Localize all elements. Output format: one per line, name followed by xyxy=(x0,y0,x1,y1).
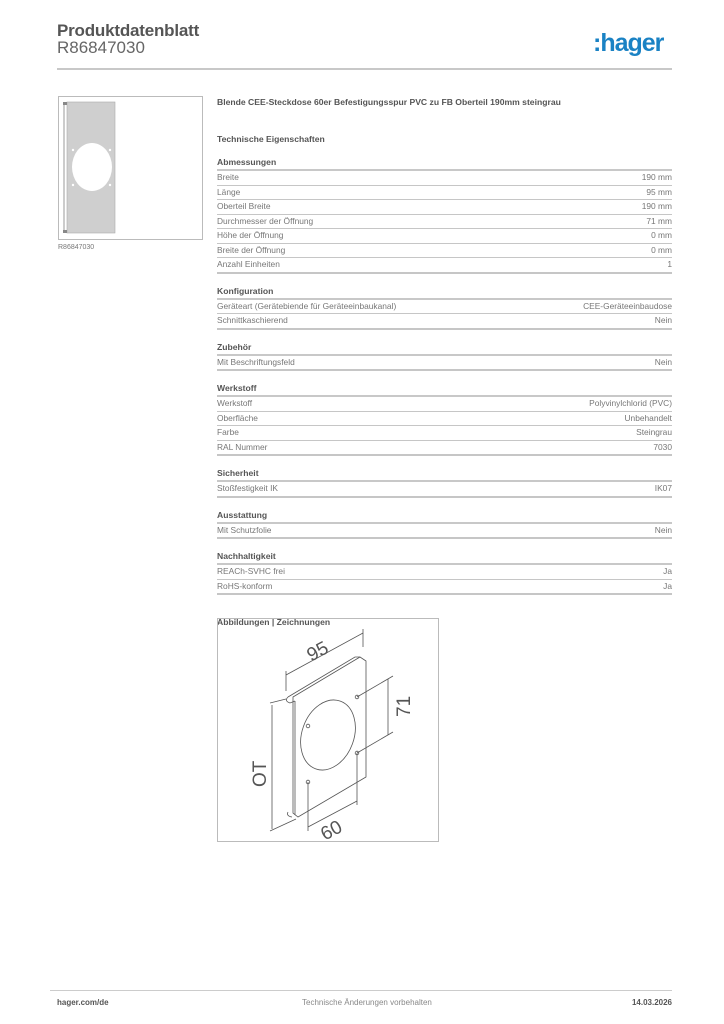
row-value: Nein xyxy=(654,315,672,325)
table-row xyxy=(217,200,672,215)
row-value: Ja xyxy=(663,580,672,591)
row-label: Farbe xyxy=(217,427,239,437)
row-label: Mit Beschriftungsfeld xyxy=(217,356,295,367)
group-title: Zubehör xyxy=(217,342,672,356)
group-title: Sicherheit xyxy=(217,468,672,482)
row-label: Breite xyxy=(217,172,239,182)
table-row xyxy=(217,258,672,274)
group-title: Werkstoff xyxy=(217,383,672,397)
group-title: Ausstattung xyxy=(217,510,672,524)
table-row xyxy=(217,300,672,315)
row-value: Nein xyxy=(654,524,672,535)
table-row xyxy=(217,482,672,498)
table-row xyxy=(217,565,672,580)
row-value: 1 xyxy=(667,259,672,269)
row-value: Unbehandelt xyxy=(624,412,672,423)
footer-divider xyxy=(50,990,672,991)
row-value: 71 mm xyxy=(646,215,672,226)
footer-website: hager.com/de xyxy=(57,998,109,1007)
footer-notice: Technische Änderungen vorbehalten xyxy=(302,998,432,1007)
product-thumbnail xyxy=(58,96,203,240)
table-row xyxy=(217,426,672,441)
row-value: Ja xyxy=(663,566,672,576)
row-label: Breite der Öffnung xyxy=(217,244,286,255)
table-row xyxy=(217,397,672,412)
group-werkstoff xyxy=(217,383,672,456)
group-zubehoer xyxy=(217,342,672,372)
row-value: Steingrau xyxy=(636,427,672,437)
footer-date: 14.03.2026 xyxy=(631,998,672,1007)
group-title: Nachhaltigkeit xyxy=(217,551,672,565)
table-row xyxy=(217,244,672,259)
group-title: Konfiguration xyxy=(217,286,672,300)
row-value: Polyvinylchlorid (PVC) xyxy=(589,398,672,408)
product-title: Blende CEE-Steckdose 60er Befestigungsspur PVC zu FB Oberteil 190mm steingrau xyxy=(217,97,561,107)
row-label: RoHS-konform xyxy=(217,580,273,591)
row-label: Schnittkaschierend xyxy=(217,315,288,325)
group-nachhaltigkeit xyxy=(217,551,672,595)
row-value: CEE-Geräteeinbaudose xyxy=(583,300,672,311)
dim-mount: 60 xyxy=(317,816,346,841)
row-value: Nein xyxy=(654,356,672,367)
section-heading: Technische Eigenschaften xyxy=(217,134,325,144)
table-row xyxy=(217,186,672,201)
group-sicherheit xyxy=(217,468,672,498)
table-row xyxy=(217,524,672,540)
group-konfiguration xyxy=(217,286,672,330)
page-title: Produktdatenblatt xyxy=(57,21,200,40)
table-row xyxy=(217,412,672,427)
thumbnail-caption: R86847030 xyxy=(58,244,95,251)
specifications xyxy=(217,96,672,627)
row-value: IK07 xyxy=(654,483,672,493)
row-label: Länge xyxy=(217,186,241,197)
row-label: RAL Nummer xyxy=(217,441,268,452)
dimension-drawing-icon xyxy=(218,619,438,841)
table-row xyxy=(217,171,672,186)
header-divider xyxy=(57,68,672,70)
product-image-icon xyxy=(59,97,202,239)
row-label: Höhe der Öffnung xyxy=(217,230,284,240)
row-value: 0 mm xyxy=(651,230,672,240)
dim-width: 95 xyxy=(303,637,333,667)
table-row xyxy=(217,356,672,372)
row-value: 95 mm xyxy=(646,186,672,197)
row-label: Durchmesser der Öffnung xyxy=(217,215,314,226)
table-row xyxy=(217,314,672,330)
row-label: Werkstoff xyxy=(217,398,253,408)
row-label: Stoßfestigkeit IK xyxy=(217,483,278,493)
table-row xyxy=(217,229,672,244)
table-row xyxy=(217,441,672,457)
table-row xyxy=(217,215,672,230)
row-value: 0 mm xyxy=(651,244,672,255)
table-row xyxy=(217,580,672,596)
article-number: R86847030 xyxy=(57,38,145,57)
row-value: 190 mm xyxy=(641,172,672,182)
technical-drawing xyxy=(217,618,439,842)
group-ausstattung xyxy=(217,510,672,540)
row-label: Anzahl Einheiten xyxy=(217,259,280,269)
row-label: Oberfläche xyxy=(217,412,258,423)
dim-opening: 71 xyxy=(394,695,415,717)
dim-height: OT xyxy=(250,760,271,787)
row-value: 7030 xyxy=(653,441,672,452)
row-label: REACh-SVHC frei xyxy=(217,566,285,576)
group-abmessungen xyxy=(217,157,672,274)
figures-heading: Abbildungen | Zeichnungen xyxy=(217,617,331,627)
group-title: Abmessungen xyxy=(217,157,672,171)
row-label: Mit Schutzfolie xyxy=(217,524,272,535)
row-value: 190 mm xyxy=(641,201,672,211)
row-label: Oberteil Breite xyxy=(217,201,271,211)
row-label: Geräteart (Gerätebiende für Geräteeinbaukanal) xyxy=(217,300,397,311)
hager-logo: :hager xyxy=(593,29,664,57)
